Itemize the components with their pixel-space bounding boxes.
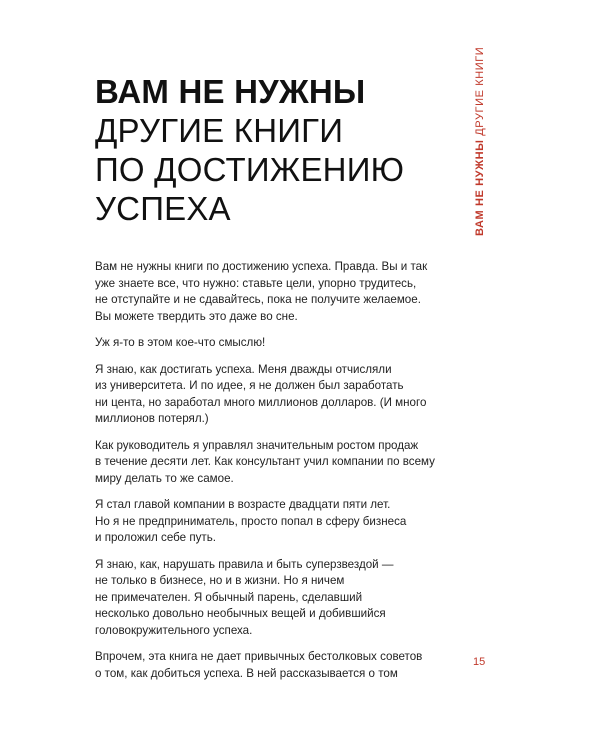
running-header-bold: ВАМ НЕ НУЖНЫ: [474, 139, 486, 236]
paragraph-line: Я стал главой компании в возрасте двадцати пяти лет.: [95, 498, 391, 511]
chapter-title-bold-line: ВАМ НЕ НУЖНЫ: [95, 73, 366, 110]
paragraph-line: в течение десяти лет. Как консультант учил компании по всему: [95, 455, 435, 468]
body-text: [95, 259, 465, 692]
paragraph-line: о том, как добиться успеха. В ней рассказывается о том: [95, 666, 398, 680]
paragraph-line: и проложил себе путь.: [95, 531, 216, 544]
paragraph-line: головокружительного успеха.: [95, 623, 253, 637]
running-header-regular: ДРУГИЕ КНИГИ: [474, 46, 486, 140]
paragraph-line: Как руководитель я управлял значительным ростом продаж: [95, 438, 419, 452]
chapter-title-line: УСПЕХА: [95, 190, 231, 227]
paragraph-line: Вам не нужны книги по достижению успеха. Правда. Вы и так: [95, 260, 428, 273]
chapter-title: [95, 72, 404, 228]
paragraph: [95, 557, 465, 640]
paragraph-line: Уж я-то в этом кое-что смыслю!: [95, 336, 266, 349]
paragraph-line: Впрочем, эта книга не дает привычных бестолковых советов: [95, 650, 423, 663]
paragraph-line: несколько довольно необычных вещей и добившийся: [95, 607, 386, 620]
paragraph: [95, 497, 465, 547]
paragraph-line: не примечателен. Я обычный парень, сделавший: [95, 590, 363, 604]
paragraph-line: Я знаю, как, нарушать правила и быть суперзвездой —: [95, 557, 394, 571]
running-header: [474, 47, 486, 236]
paragraph-line: миру делать то же самое.: [95, 471, 234, 485]
paragraph-line: уже знаете все, что нужно: ставьте цели, упорно трудитесь,: [95, 276, 417, 290]
paragraph: [95, 259, 465, 325]
paragraph-line: Я знаю, как достигать успеха. Меня дважды отчисляли: [95, 362, 392, 376]
chapter-title-line: ПО ДОСТИЖЕНИЮ: [95, 151, 405, 188]
paragraph-line: миллионов потерял.): [95, 412, 209, 425]
paragraph: [95, 335, 465, 352]
chapter-title-line: ДРУГИЕ КНИГИ: [95, 112, 344, 149]
paragraph-line: Вы можете твердить это даже во сне.: [95, 309, 298, 323]
paragraph-line: ни цента, но заработал много миллионов долларов. (И много: [95, 395, 427, 409]
paragraph: [95, 649, 465, 682]
paragraph-line: Но я не предприниматель, просто попал в сферу бизнеса: [95, 514, 407, 528]
page-number: 15: [473, 656, 486, 668]
paragraph-line: не только в бизнесе, но и в жизни. Но я ничем: [95, 574, 345, 587]
paragraph: [95, 362, 465, 428]
paragraph-line: из университета. И по идее, я не должен был заработать: [95, 379, 404, 392]
paragraph-line: не отступайте и не сдавайтесь, пока не получите желаемое.: [95, 293, 421, 306]
paragraph: [95, 438, 465, 488]
